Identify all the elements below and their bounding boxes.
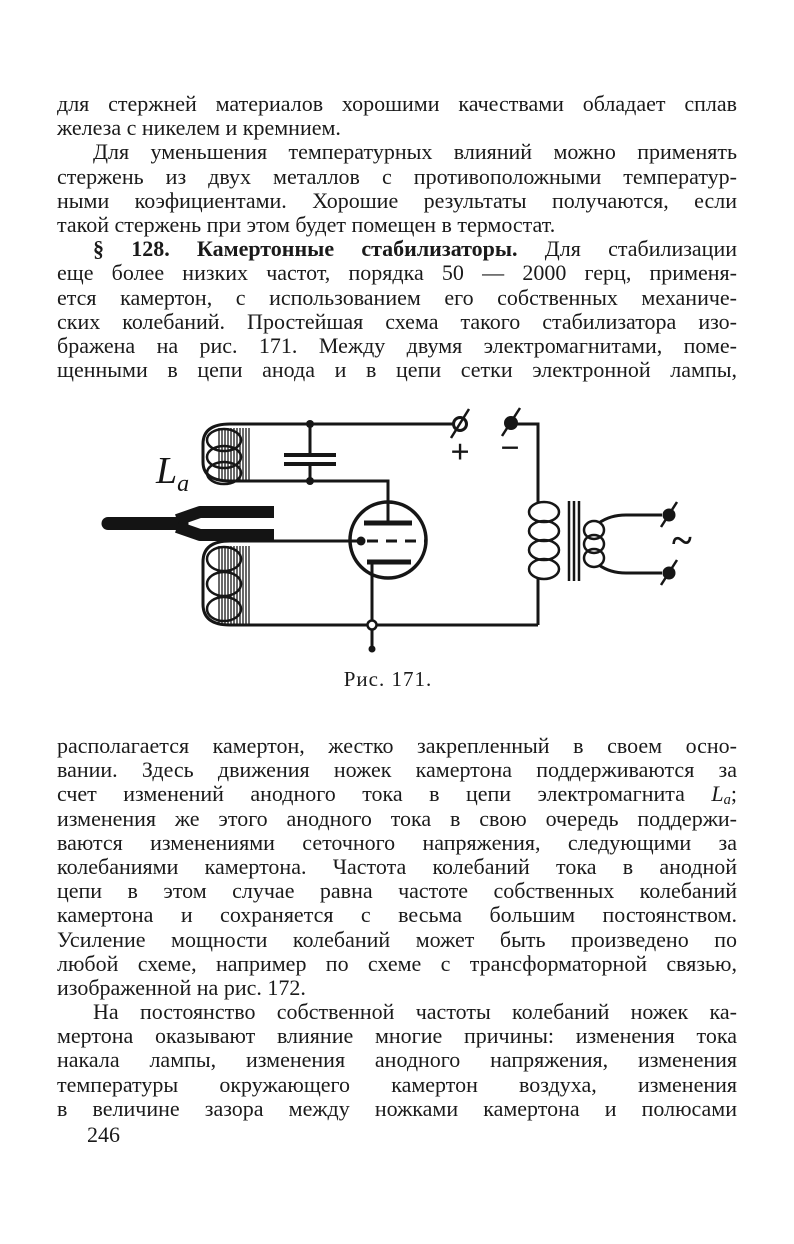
text-run: колебаниями камертона. Частота колебаний тока в анодной (57, 853, 737, 879)
text-run: счет изменений анодного тока в цепи электромагнита (57, 781, 712, 807)
coil-core-hatch-top (219, 428, 249, 480)
text-line (57, 1024, 737, 1048)
plus-label: + (450, 434, 470, 471)
text-run: ских колебаний. Простейшая схема такого стабилизатора изо- (57, 308, 737, 334)
text-line (57, 213, 737, 237)
terminal-output-bottom-icon (661, 560, 677, 585)
tuning-fork-icon (108, 512, 274, 535)
text-line (57, 261, 737, 285)
text-run: вании. Здесь движения ножек камертона поддерживаются за (57, 757, 737, 783)
text-line (57, 903, 737, 927)
text-run: щенными в цепи анода и в цепи сетки электронной лампы, (57, 357, 737, 383)
ac-label: ~ (672, 520, 692, 562)
text-run: изменения же этого анодного тока в свою очередь поддержи- (57, 805, 737, 831)
text-line (57, 734, 737, 758)
page-number: 246 (87, 1122, 120, 1147)
text-line (57, 92, 737, 116)
text-line (57, 334, 737, 358)
transformer-icon (529, 501, 662, 625)
paragraph-text-upper (57, 92, 737, 382)
text-run: ; (730, 781, 737, 807)
text-line (57, 1073, 737, 1097)
text-run: камертона и сохраняется с весьма большим постоянством. (57, 902, 737, 928)
text-run: мертона оказывают влияние многие причины: изменения тока (57, 1023, 737, 1049)
text-line (57, 310, 737, 334)
text-line (57, 928, 737, 952)
text-run: Для стабилизации (517, 236, 738, 262)
text-line (57, 1000, 737, 1024)
electromagnet-coil-bottom (207, 546, 249, 624)
text-line (57, 189, 737, 213)
capacitor-icon (284, 420, 336, 485)
text-line (57, 1048, 737, 1072)
circuit-diagram (78, 403, 698, 663)
figure-171 (78, 403, 698, 663)
text-line (57, 952, 737, 976)
secondary-wire-bottom (599, 565, 662, 573)
text-run: такой стержень при этом будет помещен в термостат. (57, 211, 556, 237)
text-run: a (723, 792, 731, 809)
text-line (57, 976, 737, 1000)
text-run: накала лампы, изменения анодного напряжения, изменения (57, 1047, 737, 1073)
text-line (57, 781, 737, 809)
minus-label: − (500, 430, 520, 467)
text-line (57, 831, 737, 855)
text-run: любой схеме, например по схеме с трансформаторной связью, (57, 950, 737, 976)
text-run: стержень из двух металлов с противоположными температур- (57, 163, 737, 189)
text-line (57, 237, 737, 261)
text-run: ными коэфициентами. Хорошие результаты получаются, если (57, 187, 737, 213)
text-line (57, 879, 737, 903)
text-run: еще более низких частот, порядка 50 — 2000 герц, применя- (57, 260, 737, 286)
text-line (57, 1097, 737, 1121)
text-line (57, 165, 737, 189)
text-run: изображенной на рис. 172. (57, 974, 306, 1000)
text-run: Для уменьшения температурных влияний можно применять (93, 139, 737, 165)
text-run: L (711, 781, 724, 807)
text-line (57, 807, 737, 831)
cathode-junction (368, 621, 377, 630)
text-run: На постоянство собственной частоты колебаний ножек ка- (93, 999, 737, 1025)
text-run: ваются изменениями сеточного напряжения, следующими за (57, 829, 737, 855)
text-line (57, 358, 737, 382)
text-run: Усиление мощности колебаний может быть произведено по (57, 926, 737, 952)
text-run: в величине зазора между ножками камертона и полюсами (57, 1095, 737, 1121)
coil-core-hatch-bottom (219, 546, 249, 624)
text-line (57, 116, 737, 140)
text-run: железа с никелем и кремнием. (57, 115, 341, 141)
secondary-wire-top (599, 515, 662, 523)
coil-label: $L_a$ (156, 450, 190, 497)
text-run: температуры окружающего камертон воздуха, изменения (57, 1071, 737, 1097)
tube-grid-dot (357, 537, 366, 546)
figure-caption: Рис. 171. (343, 667, 433, 691)
text-run: ется камертон, с использованием его собственных механиче- (57, 284, 737, 310)
electromagnet-coil-top (207, 428, 249, 484)
text-run: бражена на рис. 171. Между двумя электромагнитами, поме- (57, 332, 737, 358)
text-run: располагается камертон, жестко закрепленный в своем осно- (57, 733, 737, 758)
text-line (57, 140, 737, 164)
paragraph-text-lower (57, 734, 737, 1121)
text-line (57, 758, 737, 782)
text-line (57, 286, 737, 310)
text-line (57, 855, 737, 879)
transformer-core (569, 501, 579, 581)
text-run: для стержней материалов хорошими качествами обладает сплав (57, 91, 737, 116)
text-run: цепи в этом случае равна частоте собственных колебаний (57, 878, 737, 904)
text-run: § 128. Камертонные стабилизаторы. (93, 236, 518, 262)
vacuum-tube-icon (350, 502, 426, 653)
